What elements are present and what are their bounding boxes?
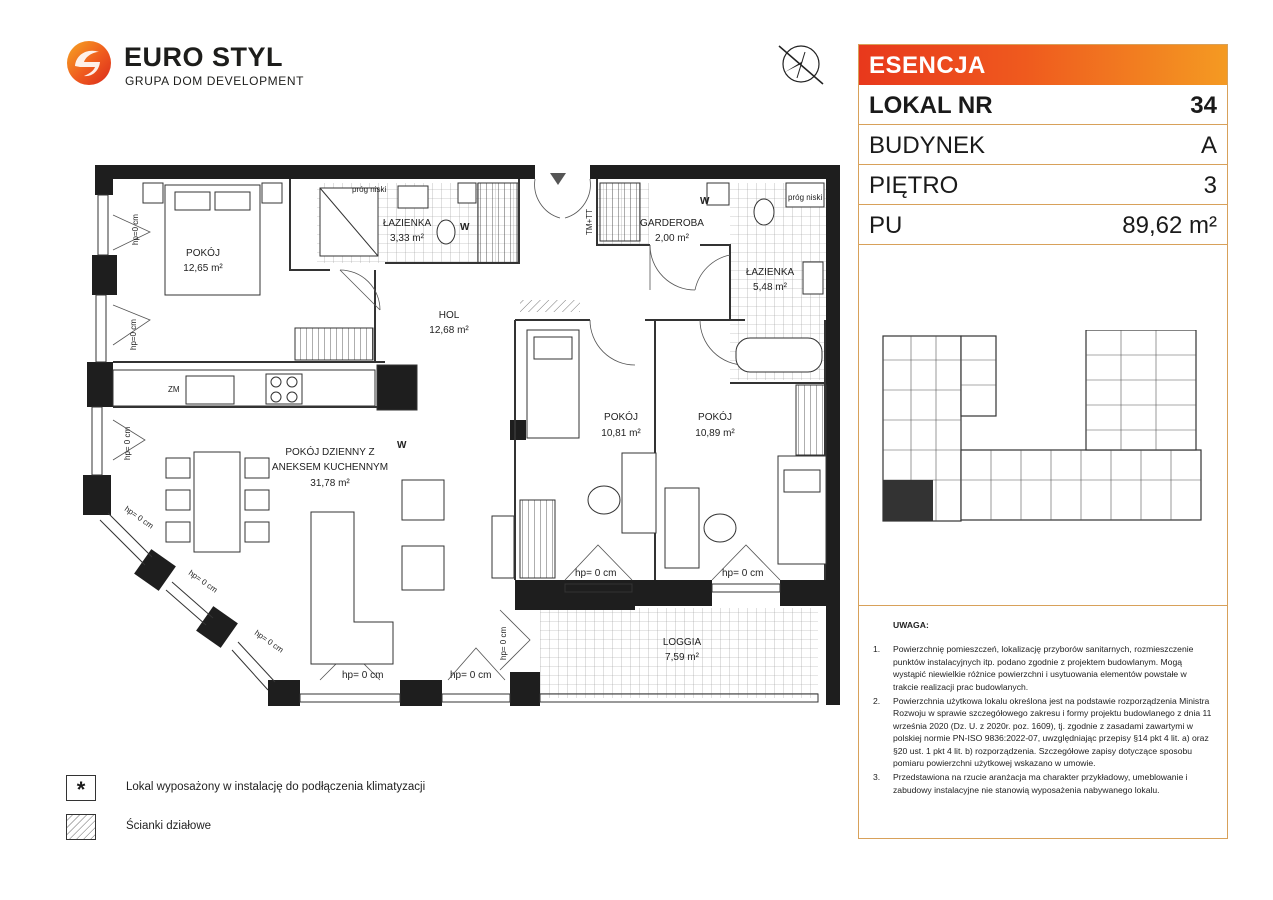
note-item — [873, 643, 1213, 693]
note-text: Powierzchnię pomieszczeń, lokalizację przyborów sanitarnych, rozmieszczenie punktów instalacyjnych itp. podano zgodnie z projektem budowlanym. Mogą wystąpić niewielkie różnice powierzchni i usytuowania elementów powstałe w trakcie realizacji prac budowlanych. — [893, 644, 1194, 692]
hall-area: 12,68 m² — [429, 325, 469, 336]
hp-label: hp= 0 cm — [186, 568, 220, 595]
bath1-name: ŁAZIENKA — [382, 218, 432, 229]
note-item — [873, 695, 1213, 769]
hp-label: hp=0 cm — [129, 319, 138, 350]
notes-title: UWAGA: — [893, 620, 929, 630]
loggia-area: 7,59 m² — [665, 652, 699, 663]
kitchen-counter — [113, 365, 417, 410]
hp-label: hp= 0 cm — [499, 626, 508, 660]
note-number: 1. — [873, 644, 881, 655]
bath2-name: ŁAZIENKA — [745, 267, 795, 278]
bedroom1-area: 12,65 m² — [183, 263, 223, 274]
hatch-pattern-icon — [66, 814, 96, 840]
investment-header — [859, 45, 1227, 85]
hp-label: hp= 0 cm — [722, 568, 764, 579]
bedroom3-name: POKÓJ — [698, 412, 732, 423]
info-label: BUDYNEK — [869, 132, 986, 159]
w-label: W — [460, 222, 470, 233]
wardrobe-area: 2,00 m² — [655, 233, 689, 244]
threshold-label: próg niski — [352, 185, 387, 194]
tm-label: TM+TT — [585, 209, 594, 235]
info-value: 89,62 m² — [1122, 212, 1217, 239]
info-label: PU — [869, 212, 903, 239]
info-row-building — [859, 125, 1227, 165]
entrance-arrow-icon — [550, 173, 566, 185]
note-text: Przedstawiona na rzucie aranżacja ma charakter przykładowy, umeblowanie i zabudowy instalacyjne nie stanowią wyposażenia nabywanego lokalu. — [893, 772, 1188, 795]
legend-text: Ścianki działowe — [126, 820, 212, 832]
bath1-area: 3,33 m² — [390, 233, 424, 244]
w-label: W — [700, 196, 710, 207]
info-value: 3 — [1203, 172, 1217, 199]
threshold-label: próg niski — [788, 193, 823, 202]
info-value: 34 — [1190, 92, 1217, 119]
hp-label: hp= 0 cm — [342, 670, 384, 681]
bedroom2-area: 10,81 m² — [601, 428, 641, 439]
legend-text: Lokal wyposażony w instalację do podłączenia klimatyzacji — [126, 781, 426, 793]
info-row-area — [859, 205, 1227, 245]
note-text: Powierzchnia użytkowa lokalu określona jest na podstawie rozporządzenia Ministra Rozwoju w sprawie szczegółowego zakresu i formy projektu budowlanego z dnia 11 września 2020 (Dz. U. z 2020r. poz. 1609), tj. zgodnie z zasadami zawartymi w polskiej normie PN-ISO 9836:2022-07, uwzględniając przepisy §14 pkt 4 lit. a) oraz §20 ust. 1 pkt 4 lit. b) rozporządzenia. Szczegółowe zapisy dotyczące sposobu pomiaru powierzchni użytkowej wskazano w umowie. — [893, 696, 1212, 769]
info-label: PIĘTRO — [869, 172, 959, 199]
investment-name: ESENCJA — [869, 52, 986, 79]
info-label: LOKAL NR — [869, 92, 993, 119]
bath2-area: 5,48 m² — [753, 282, 787, 293]
brand-subtitle: GRUPA DOM DEVELOPMENT — [125, 74, 305, 88]
hp-label: hp=0 cm — [131, 214, 140, 245]
w-label: W — [397, 440, 407, 451]
building-key-plan — [881, 330, 1203, 526]
info-row-floor — [859, 165, 1227, 205]
hp-label: hp= 0 cm — [252, 628, 286, 655]
brand-name: EURO STYL — [124, 42, 284, 72]
notes-section — [873, 619, 1213, 798]
hp-label: hp= 0 cm — [450, 670, 492, 681]
hall-name: HOL — [438, 310, 460, 321]
apartment-info-panel — [858, 44, 1228, 839]
unit-location-highlight — [883, 480, 933, 521]
hp-label: hp= 0 cm — [122, 504, 156, 531]
bedroom1-name: POKÓJ — [186, 248, 220, 259]
hp-label: hp= 0 cm — [123, 426, 132, 460]
info-row-unit — [859, 85, 1227, 125]
asterisk-icon: * — [66, 775, 96, 801]
info-value: A — [1200, 132, 1217, 159]
wardrobe-name: GARDEROBA — [640, 218, 704, 229]
hp-label: hp= 0 cm — [575, 568, 617, 579]
bedroom3-area: 10,89 m² — [695, 428, 735, 439]
notes-divider — [859, 605, 1227, 606]
note-number: 2. — [873, 696, 881, 707]
note-number: 3. — [873, 772, 881, 783]
loggia-name: LOGGIA — [662, 637, 702, 648]
zm-label: ZM — [168, 385, 180, 394]
living-name-line2: ANEKSEM KUCHENNYM — [271, 462, 389, 473]
bedroom2-name: POKÓJ — [604, 412, 638, 423]
note-item — [873, 771, 1213, 796]
living-area: 31,78 m² — [310, 478, 350, 489]
living-name-line1: POKÓJ DZIENNY Z — [285, 447, 375, 458]
